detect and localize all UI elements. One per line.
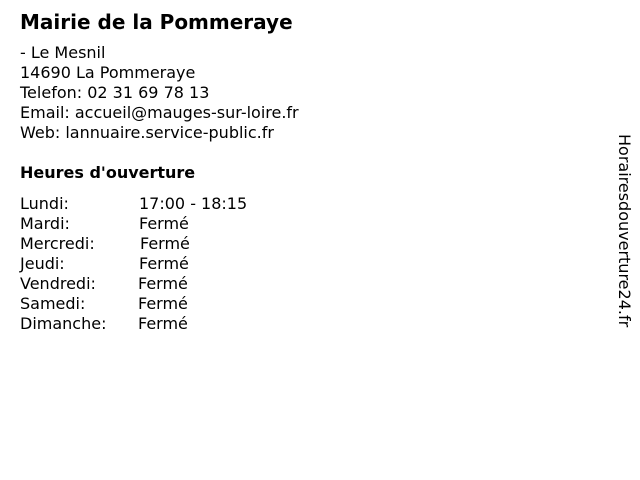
time-value: Fermé <box>139 254 189 273</box>
day-label: Samedi: <box>20 294 86 313</box>
time-value: Fermé <box>138 314 188 333</box>
day-label: Mardi: <box>20 214 70 233</box>
time-value: 17:00 - 18:15 <box>139 194 248 213</box>
time-value: Fermé <box>139 214 189 233</box>
time-value: Fermé <box>138 294 188 313</box>
web-line: Web: lannuaire.service-public.fr <box>20 123 274 142</box>
day-label: Jeudi: <box>20 254 65 273</box>
phone-line: Telefon: 02 31 69 78 13 <box>20 83 210 102</box>
city-line: 14690 La Pommeraye <box>20 63 196 82</box>
hours-heading: Heures d'ouverture <box>20 163 196 182</box>
time-value: Fermé <box>138 274 188 293</box>
day-label: Mercredi: <box>20 234 95 253</box>
day-label: Lundi: <box>20 194 69 213</box>
address-block <box>20 43 299 143</box>
street-line: - Le Mesnil <box>20 43 106 62</box>
site-watermark: Horairesdouverture24.fr <box>615 134 634 328</box>
day-label: Vendredi: <box>20 274 96 293</box>
page-title: Mairie de la Pommeraye <box>20 10 293 34</box>
day-label: Dimanche: <box>20 314 107 333</box>
time-value: Fermé <box>140 234 190 253</box>
email-line: Email: accueil@mauges-sur-loire.fr <box>20 103 299 122</box>
